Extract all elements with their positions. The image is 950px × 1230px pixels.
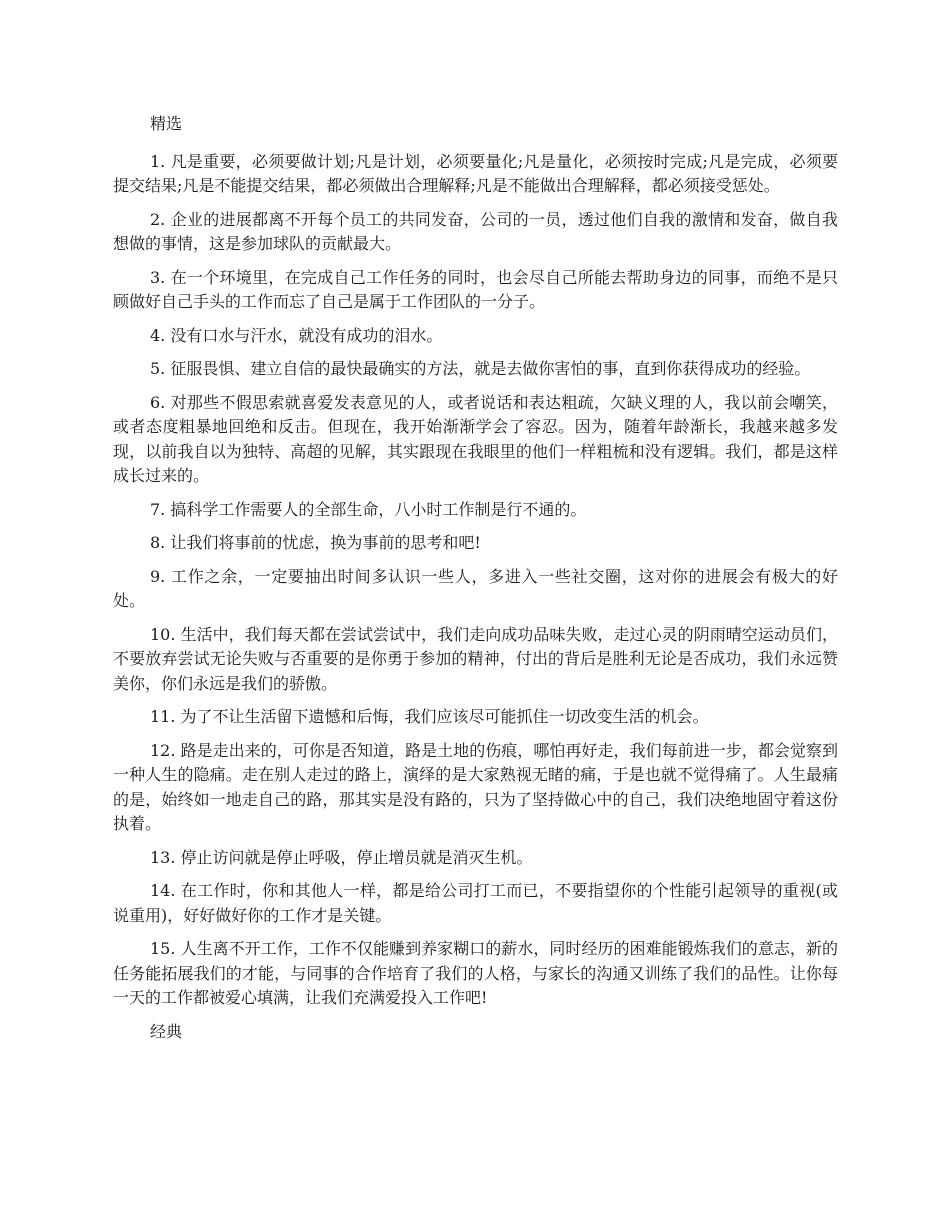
list-item: 12. 路是走出来的，可你是否知道，路是土地的伤痕，哪怕再好走，我们每前进一步，都会觉察到一种人生的隐痛。走在别人走过的路上，演绎的是大家熟视无睹的痛，于是也就不觉得痛了。人生最痛的是，始终如一地走自己的路，那其实是没有路的，只为了坚持做心中的自己，我们决绝地固守着这份执着。 — [113, 740, 838, 833]
list-item: 10. 生活中，我们每天都在尝试尝试中，我们走向成功品味失败，走过心灵的阴雨晴空运动员们，不要放弃尝试无论失败与否重要的是你勇于参加的精神，付出的背后是胜利无论是否成功，我们永远赞美你，你们永远是我们的骄傲。 — [113, 624, 838, 693]
list-item: 6. 对那些不假思索就喜爱发表意见的人，或者说话和表达粗疏，欠缺义理的人，我以前会嘲笑，或者态度粗暴地回绝和反击。但现在，我开始渐渐学会了容忍。因为，随着年龄渐长，我越来越多发现，以前我自以为独特、高超的见解，其实跟现在我眼里的他们一样粗梳和没有逻辑。我们，都是这样成长过来的。 — [113, 392, 838, 485]
list-item: 3. 在一个环境里，在完成自己工作任务的同时，也会尽自己所能去帮助身边的同事，而绝不是只顾做好自己手头的工作而忘了自己是属于工作团队的一分子。 — [113, 267, 838, 311]
list-item: 14. 在工作时，你和其他人一样，都是给公司打工而已，不要指望你的个性能引起领导的重视(或说重用)，好好做好你的工作才是关键。 — [113, 881, 838, 925]
list-item: 8. 让我们将事前的忧虑，换为事前的思考和吧! — [150, 533, 481, 552]
list-item: 13. 停止访问就是停止呼吸，停止增员就是消灭生机。 — [150, 847, 533, 867]
list-item: 7. 搞科学工作需要人的全部生命，八小时工作制是行不通的。 — [150, 499, 587, 519]
list-item: 4. 没有口水与汗水，就没有成功的泪水。 — [150, 325, 443, 345]
list-item: 2. 企业的进展都离不开每个员工的共同发奋，公司的一员，透过他们自我的激情和发奋，做自我想做的事情，这是参加球队的贡献最大。 — [113, 209, 838, 253]
list-item: 9. 工作之余，一定要抽出时间多认识一些人，多进入一些社交圈，这对你的进展会有极大的好处。 — [113, 566, 838, 610]
section-heading-bottom: 经典 — [150, 1021, 183, 1041]
list-item: 1. 凡是重要，必须要做计划;凡是计划，必须要量化;凡是量化，必须按时完成;凡是完成，必须要提交结果;凡是不能提交结果，都必须做出合理解释;凡是不能做出合理解释，都必须接受惩处。 — [113, 151, 838, 195]
list-item: 5. 征服畏惧、建立自信的最快最确实的方法，就是去做你害怕的事，直到你获得成功的经验。 — [150, 359, 811, 378]
list-item: 11. 为了不让生活留下遗憾和后悔，我们应该尽可能抓住一切改变生活的机会。 — [150, 707, 709, 726]
document-body — [113, 112, 838, 1057]
section-heading-top: 精选 — [150, 114, 183, 133]
list-item: 15. 人生离不开工作，工作不仅能赚到养家糊口的薪水，同时经历的困难能锻炼我们的意志，新的任务能拓展我们的才能，与同事的合作培育了我们的人格，与家长的沟通又训练了我们的品性。让你每一天的工作都被爱心填满，让我们充满爱投入工作吧! — [113, 939, 838, 1007]
